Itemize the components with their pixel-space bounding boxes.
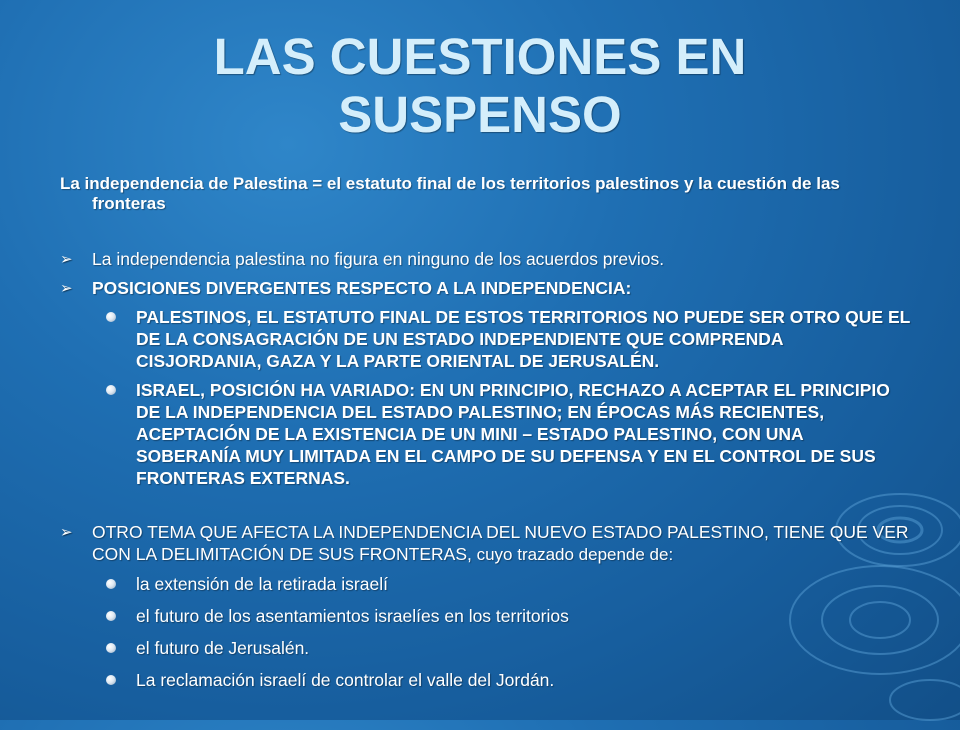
title-line-1: LAS CUESTIONES EN	[213, 28, 747, 85]
round-bullet-icon	[106, 675, 116, 685]
bullet-acuerdos	[60, 248, 910, 270]
sub-bullet-asentamientos	[60, 605, 910, 627]
round-bullet-icon	[106, 312, 116, 322]
round-bullet-icon	[106, 579, 116, 589]
bullet-text: La independencia palestina no figura en ninguno de los acuerdos previos.	[92, 249, 665, 269]
sub-bullet-text: La reclamación israelí de controlar el valle del Jordán.	[136, 670, 555, 690]
title-line-2: SUSPENSO	[338, 86, 622, 143]
sub-bullet-israel	[60, 379, 910, 489]
bullet-text: POSICIONES DIVERGENTES RESPECTO A LA INDEPENDENCIA:	[92, 278, 632, 298]
sub-bullet-text: la extensión de la retirada israelí	[136, 574, 388, 594]
slide-body	[60, 174, 910, 701]
sub-bullet-retirada	[60, 573, 910, 595]
round-bullet-icon	[106, 643, 116, 653]
intro-text: La independencia de Palestina = el estatuto final de los territorios palestinos y la cuestión de las fronteras	[60, 174, 840, 213]
sub-bullet-palestinos	[60, 306, 910, 372]
sub-bullet-jordan	[60, 669, 910, 691]
arrow-bullet-icon: ➢	[60, 524, 73, 541]
sub-bullet-text: PALESTINOS, EL ESTATUTO FINAL DE ESTOS TERRITORIOS NO PUEDE SER OTRO QUE EL DE LA CONSAGRACIÓN DE UN ESTADO INDEPENDIENTE QUE COMPRENDA CISJORDANIA, GAZA Y LA PARTE ORIENTAL DE JERUSALÉN.	[136, 307, 910, 371]
slide-title	[0, 28, 960, 144]
sub-bullet-text: el futuro de Jerusalén.	[136, 638, 310, 658]
bullet-text-rest: cuyo trazado depende de:	[471, 545, 674, 564]
bullet-posiciones	[60, 277, 910, 299]
sub-bullet-text: ISRAEL, POSICIÓN HA VARIADO: EN UN PRINCIPIO, RECHAZO A ACEPTAR EL PRINCIPIO DE LA INDEPENDENCIA DEL ESTADO PALESTINO; EN ÉPOCAS MÁS RECIENTES, ACEPTACIÓN DE LA EXISTENCIA DE UN MINI – ESTADO PALESTINO, CON UNA SOBERANÍA MUY LIMITADA EN EL CAMPO DE SU DEFENSA Y EN EL CONTROL DE SUS FRONTERAS EXTERNAS.	[136, 380, 890, 488]
arrow-bullet-icon: ➢	[60, 280, 73, 297]
sub-bullet-jerusalen	[60, 637, 910, 659]
bullet-fronteras	[60, 521, 910, 566]
round-bullet-icon	[106, 611, 116, 621]
round-bullet-icon	[106, 385, 116, 395]
arrow-bullet-icon: ➢	[60, 251, 73, 268]
sub-bullet-text: el futuro de los asentamientos israelíes en los territorios	[136, 606, 569, 626]
bullet-text-caps: OTRO TEMA QUE AFECTA LA INDEPENDENCIA DEL NUEVO ESTADO PALESTINO, TIENE QUE VER CON LA DELIMITACIÓN DE SUS FRONTERAS,	[92, 522, 909, 564]
